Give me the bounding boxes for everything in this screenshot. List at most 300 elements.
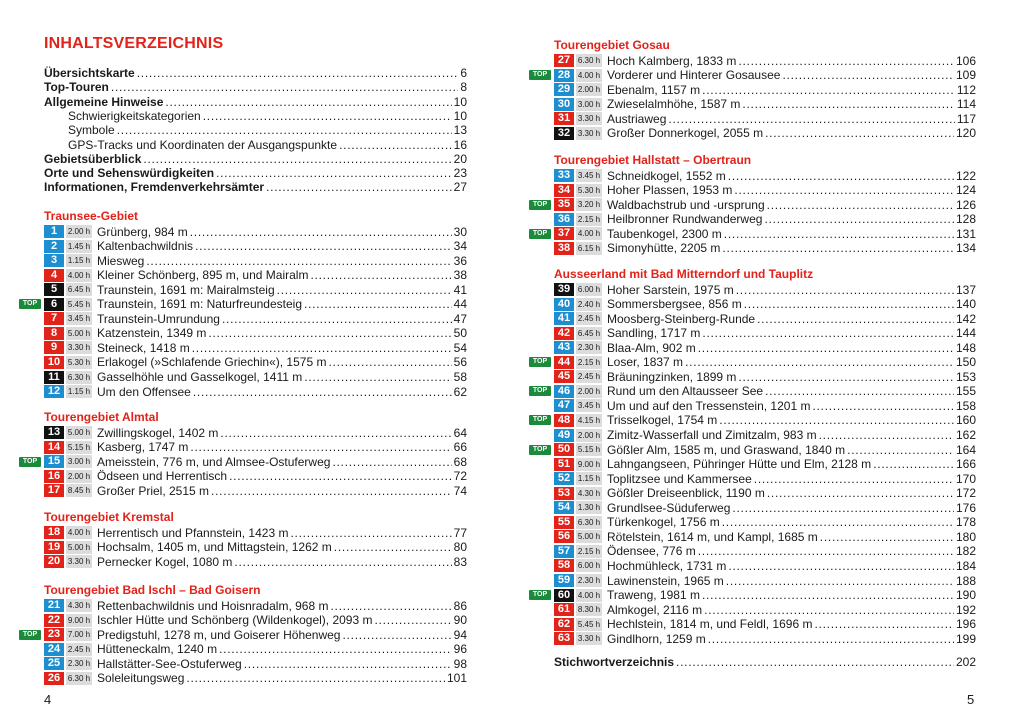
tour-number-badge: 4 — [44, 269, 64, 282]
leader-dots — [165, 95, 451, 109]
tour-number-badge: 52 — [554, 472, 574, 485]
tour-entry[interactable] — [44, 540, 467, 554]
section-heading: Tourengebiet Gosau — [554, 38, 670, 52]
toc-entry-label: Allgemeine Hinweise — [44, 94, 164, 109]
tour-name: Taubenkogel, 2300 m — [607, 226, 722, 241]
tour-name: Vorderer und Hinterer Gosausee — [607, 68, 781, 83]
tour-name: Heilbronner Rundwanderweg — [607, 212, 763, 227]
toc-entry-page: 10 — [453, 94, 467, 109]
leader-dots — [702, 326, 954, 340]
tour-duration: 2.30 h — [577, 343, 601, 353]
section-heading: Tourengebiet Bad Ischl – Bad Goisern — [44, 583, 261, 597]
top-tour-badge: TOP — [19, 630, 41, 640]
leader-dots — [744, 297, 954, 311]
tour-entry[interactable] — [532, 226, 976, 241]
tour-number-badge: 5 — [44, 283, 64, 296]
tour-page: 176 — [955, 500, 976, 515]
tour-entry[interactable] — [554, 617, 976, 631]
tour-name: Lawinenstein, 1965 m — [607, 573, 724, 588]
leader-dots — [732, 501, 954, 515]
tour-duration: 6.00 h — [577, 285, 601, 294]
tour-name: Hoher Plassen, 1953 m — [607, 183, 733, 198]
leader-dots — [820, 530, 954, 544]
toc-entry[interactable] — [68, 138, 467, 152]
tour-page: 72 — [453, 469, 467, 484]
tour-page: 170 — [955, 471, 976, 486]
tour-name: Bräuningzinken, 1899 m — [607, 369, 737, 384]
tour-page: 83 — [453, 554, 467, 569]
tour-entry[interactable] — [44, 355, 467, 369]
tour-page: 50 — [453, 326, 467, 341]
tour-entry[interactable] — [554, 515, 976, 529]
tour-name: Waldbachstrub und -ursprung — [607, 197, 765, 212]
tour-name: Almkogel, 2116 m — [607, 602, 703, 617]
leader-dots — [332, 455, 451, 469]
tour-number-badge: 30 — [554, 98, 574, 111]
tour-duration: 1.30 h — [577, 503, 601, 513]
tour-duration: 3.30 h — [67, 557, 91, 567]
leader-dots — [698, 341, 954, 355]
tour-page: 164 — [955, 442, 976, 457]
tour-number-badge: 9 — [44, 341, 64, 354]
toc-entry-label: Übersichtskarte — [44, 66, 135, 80]
index-entry[interactable] — [554, 655, 976, 669]
tour-entry[interactable] — [554, 169, 976, 183]
tour-entry[interactable] — [554, 370, 976, 384]
tour-name: Hoher Sarstein, 1975 m — [607, 282, 734, 297]
tour-page: 180 — [955, 529, 976, 544]
tour-page: 166 — [955, 457, 976, 472]
tour-entry[interactable] — [554, 559, 976, 573]
tour-entry[interactable] — [532, 442, 976, 457]
leader-dots — [738, 54, 954, 68]
tour-entry[interactable] — [532, 355, 976, 370]
section-heading: Tourengebiet Kremstal — [44, 510, 174, 524]
toc-entry-page: 6 — [460, 66, 467, 80]
tour-duration: 6.30 h — [577, 517, 601, 527]
tour-number-badge: 18 — [44, 526, 64, 539]
leader-dots — [244, 657, 452, 671]
tour-number-badge: 16 — [44, 470, 64, 483]
toc-entry-page: 16 — [453, 137, 467, 152]
tour-name: Hochmühleck, 1731 m — [607, 558, 727, 573]
tour-name: Traunstein, 1691 m: Naturfreundesteig — [97, 297, 303, 312]
tour-number-badge: 15 — [44, 455, 64, 468]
tour-duration: 4.00 h — [67, 528, 91, 537]
tour-number-badge: 27 — [554, 54, 574, 67]
leader-dots — [234, 555, 451, 569]
tour-entry[interactable] — [554, 341, 976, 355]
tour-duration: 3.00 h — [67, 457, 91, 467]
toc-entry[interactable] — [68, 123, 467, 137]
tour-entry[interactable] — [532, 384, 976, 399]
tour-page: 122 — [955, 168, 976, 183]
toc-entry[interactable] — [44, 95, 467, 109]
tour-entry[interactable] — [44, 526, 467, 540]
tour-name: Hechlstein, 1814 m, und Feldl, 1696 m — [607, 617, 813, 632]
tour-duration: 3.30 h — [577, 114, 601, 124]
tour-number-badge: 2 — [44, 240, 64, 253]
tour-entry[interactable] — [554, 326, 976, 340]
leader-dots — [668, 112, 954, 126]
tour-page: 77 — [453, 525, 467, 540]
leader-dots — [330, 599, 451, 613]
tour-entry[interactable] — [44, 599, 467, 613]
leader-dots — [708, 632, 954, 646]
tour-number-badge: 32 — [554, 127, 574, 140]
tour-entry[interactable] — [44, 642, 467, 656]
tour-number-badge: 23 — [44, 628, 64, 641]
tour-number-badge: 14 — [44, 441, 64, 454]
tour-duration: 3.45 h — [577, 171, 601, 180]
tour-entry[interactable] — [44, 671, 467, 685]
tour-page: 41 — [453, 282, 467, 297]
tour-entry[interactable] — [532, 68, 976, 83]
tour-number-badge: 40 — [554, 298, 574, 311]
tour-entry[interactable] — [554, 472, 976, 486]
tour-entry[interactable] — [44, 239, 467, 253]
leader-dots — [137, 66, 459, 80]
leader-dots — [704, 603, 954, 617]
tour-page: 131 — [955, 226, 976, 241]
tour-entry[interactable] — [554, 97, 976, 111]
leader-dots — [742, 97, 954, 111]
tour-entry[interactable] — [44, 312, 467, 326]
leader-dots — [277, 283, 452, 297]
leader-dots — [190, 440, 451, 454]
leader-dots — [764, 212, 954, 226]
tour-page: 74 — [453, 483, 467, 498]
tour-duration: 7.00 h — [67, 630, 91, 640]
tour-duration: 2.30 h — [577, 576, 601, 585]
tour-entry[interactable] — [44, 657, 467, 671]
tour-duration: 9.00 h — [67, 615, 91, 625]
tour-entry[interactable] — [554, 632, 976, 646]
tour-duration: 2.45 h — [67, 644, 91, 654]
tour-name: Sommersbergsee, 856 m — [607, 297, 742, 312]
tour-duration: 1.15 h — [67, 387, 91, 397]
tour-page: 98 — [453, 656, 467, 671]
toc-entry-label: GPS-Tracks und Koordinaten der Ausgangspunkte — [68, 137, 338, 152]
tour-page: 80 — [453, 540, 467, 555]
tour-entry[interactable] — [554, 486, 976, 500]
tour-duration: 9.00 h — [577, 459, 601, 469]
tour-duration: 5.30 h — [577, 185, 601, 195]
leader-dots — [847, 443, 954, 457]
tour-name: Trisselkogel, 1754 m — [607, 413, 718, 428]
toc-entry[interactable] — [44, 180, 467, 194]
tour-number-badge: 13 — [44, 426, 64, 439]
leader-dots — [782, 68, 954, 82]
leader-dots — [190, 225, 452, 239]
tour-page: 90 — [453, 613, 467, 628]
tour-entry[interactable] — [22, 454, 467, 469]
tour-name: Pernecker Kogel, 1080 m — [97, 554, 233, 569]
tour-name: Austriaweg — [607, 111, 667, 126]
tour-entry[interactable] — [554, 212, 976, 226]
tour-number-badge: 63 — [554, 632, 574, 645]
tour-page: 66 — [453, 440, 467, 455]
tour-entry[interactable] — [44, 385, 467, 399]
top-tour-badge: TOP — [529, 386, 551, 396]
tour-number-badge: 45 — [554, 370, 574, 383]
toc-entry[interactable] — [68, 109, 467, 123]
tour-name: Hütteneckalm, 1240 m — [97, 642, 218, 657]
tour-entry[interactable] — [554, 428, 976, 442]
leader-dots — [873, 457, 954, 471]
tour-number-badge: 26 — [44, 672, 64, 685]
tour-duration: 4.00 h — [577, 229, 601, 239]
toc-entry-label: Symbole — [68, 123, 115, 138]
tour-entry[interactable] — [44, 440, 467, 454]
tour-page: 47 — [453, 311, 467, 326]
tour-duration: 6.30 h — [577, 56, 601, 65]
tour-name: Um den Offensee — [97, 384, 191, 399]
tour-entry[interactable] — [532, 197, 976, 212]
tour-number-badge: 6 — [44, 298, 64, 311]
tour-number-badge: 59 — [554, 574, 574, 587]
tour-entry[interactable] — [554, 54, 976, 68]
tour-entry[interactable] — [554, 297, 976, 311]
leader-dots — [339, 138, 452, 152]
tour-name: Lahngangseen, Pühringer Hütte und Elm, 2128 m — [607, 457, 872, 472]
tour-page: 153 — [955, 369, 976, 384]
tour-name: Hallstätter-See-Ostuferweg — [97, 656, 242, 671]
tour-entry[interactable] — [554, 457, 976, 471]
tour-duration: 8.30 h — [577, 605, 601, 615]
tour-name: Gößler Dreiseenblick, 1190 m — [607, 486, 765, 501]
tour-entry[interactable] — [554, 574, 976, 588]
tour-number-badge: 50 — [554, 443, 574, 456]
tour-number-badge: 22 — [44, 614, 64, 627]
tour-entry[interactable] — [44, 254, 467, 268]
tour-number-badge: 56 — [554, 530, 574, 543]
leader-dots — [676, 655, 954, 669]
toc-entry[interactable] — [44, 166, 467, 180]
tour-name: Loser, 1837 m — [607, 355, 684, 370]
tour-entry[interactable] — [554, 112, 976, 126]
tour-page: 30 — [453, 224, 467, 239]
tour-number-badge: 57 — [554, 545, 574, 558]
leader-dots — [754, 472, 954, 486]
leader-dots — [328, 355, 451, 369]
tour-duration: 4.00 h — [577, 590, 601, 600]
tour-number-badge: 49 — [554, 429, 574, 442]
top-tour-badge: TOP — [529, 445, 551, 455]
tour-page: 178 — [955, 515, 976, 530]
tour-entry[interactable] — [22, 627, 467, 642]
tour-name: Grünberg, 984 m — [97, 224, 188, 239]
tour-page: 114 — [956, 97, 976, 112]
leader-dots — [211, 484, 452, 498]
tour-name: Um und auf den Tressenstein, 1201 m — [607, 398, 811, 413]
tour-duration: 4.00 h — [577, 70, 601, 80]
tour-entry[interactable] — [554, 183, 976, 197]
tour-page: 158 — [955, 398, 976, 413]
leader-dots — [334, 540, 452, 554]
tour-page: 101 — [446, 671, 467, 686]
top-tour-badge: TOP — [529, 357, 551, 367]
leader-dots — [310, 268, 451, 282]
leader-dots — [192, 341, 452, 355]
tour-number-badge: 36 — [554, 213, 574, 226]
leader-dots — [767, 198, 954, 212]
tour-page: 86 — [453, 598, 467, 613]
tour-entry[interactable] — [44, 555, 467, 569]
leader-dots — [304, 297, 452, 311]
top-tour-badge: TOP — [529, 229, 551, 239]
tour-number-badge: 7 — [44, 312, 64, 325]
leader-dots — [812, 399, 954, 413]
index-label: Stichwortverzeichnis — [554, 655, 675, 669]
leader-dots — [146, 254, 451, 268]
leader-dots — [222, 312, 452, 326]
toc-entry-label: Schwierigkeitskategorien — [68, 108, 201, 123]
toc-entry-page: 8 — [460, 80, 467, 95]
tour-page: 109 — [955, 68, 976, 83]
tour-page: 199 — [955, 631, 976, 646]
leader-dots — [216, 166, 452, 180]
tour-name: Blaa-Alm, 902 m — [607, 340, 696, 355]
tour-page: 112 — [956, 82, 976, 97]
tour-number-badge: 24 — [44, 643, 64, 656]
tour-number-badge: 51 — [554, 458, 574, 471]
tour-duration: 5.00 h — [67, 328, 91, 338]
toc-entry[interactable] — [44, 66, 467, 80]
tour-name: Steineck, 1418 m — [97, 340, 190, 355]
toc-entry[interactable] — [44, 152, 467, 166]
tour-entry[interactable] — [554, 241, 976, 255]
leader-dots — [702, 83, 955, 97]
toc-entry-label: Top-Touren — [44, 80, 109, 95]
top-tour-badge: TOP — [529, 415, 551, 425]
leader-dots — [195, 239, 452, 253]
tour-entry[interactable] — [554, 126, 976, 140]
toc-entry-label: Informationen, Fremdenverkehrsämter — [44, 180, 265, 195]
toc-entry[interactable] — [44, 80, 467, 94]
tour-page: 162 — [955, 428, 976, 442]
tour-entry[interactable] — [44, 225, 467, 239]
tour-entry[interactable] — [44, 283, 467, 297]
leader-dots — [229, 469, 452, 483]
leader-dots — [765, 384, 954, 398]
tour-duration: 3.45 h — [577, 401, 601, 411]
tour-duration: 6.30 h — [67, 673, 91, 683]
tour-duration: 5.30 h — [67, 357, 91, 367]
toc-entry-page: 27 — [453, 180, 467, 195]
page-number-right: 5 — [967, 692, 975, 707]
tour-number-badge: 31 — [554, 112, 574, 125]
tour-page: 172 — [955, 486, 976, 501]
tour-entry[interactable] — [554, 603, 976, 617]
tour-name: Miesweg — [97, 253, 145, 268]
tour-number-badge: 42 — [554, 327, 574, 340]
tour-page: 96 — [453, 642, 467, 657]
tour-entry[interactable] — [44, 613, 467, 627]
top-tour-badge: TOP — [19, 299, 41, 309]
tour-name: Erlakogel (»Schlafende Griechin«), 1575 m — [97, 355, 327, 370]
tour-name: Traweng, 1981 m — [607, 588, 700, 603]
toc-entry-page: 23 — [453, 166, 467, 181]
tour-entry[interactable] — [554, 530, 976, 544]
tour-duration: 3.45 h — [67, 314, 91, 324]
tour-page: 134 — [955, 241, 976, 256]
tour-number-badge: 55 — [554, 516, 574, 529]
tour-duration: 2.00 h — [67, 471, 91, 481]
leader-dots — [767, 486, 954, 500]
tour-entry[interactable] — [44, 426, 467, 440]
tour-number-badge: 1 — [44, 225, 64, 238]
tour-number-badge: 60 — [554, 589, 574, 602]
tour-entry[interactable] — [44, 326, 467, 340]
tour-number-badge: 46 — [554, 385, 574, 398]
tour-page: 137 — [955, 282, 976, 297]
tour-name: Kasberg, 1747 m — [97, 440, 189, 455]
tour-page: 54 — [453, 340, 467, 355]
tour-page: 44 — [453, 297, 467, 312]
tour-entry[interactable] — [532, 588, 976, 603]
tour-duration: 2.45 h — [577, 314, 601, 324]
tour-number-badge: 34 — [554, 184, 574, 197]
tour-name: Grundlsee-Süduferweg — [607, 500, 731, 515]
tour-entry[interactable] — [44, 370, 467, 384]
tour-entry[interactable] — [554, 83, 976, 97]
tour-number-badge: 28 — [554, 69, 574, 82]
leader-dots — [266, 180, 452, 194]
tour-name: Hoch Kalmberg, 1833 m — [607, 53, 737, 68]
tour-entry[interactable] — [554, 283, 976, 297]
tour-entry[interactable] — [554, 312, 976, 326]
tour-duration: 5.15 h — [67, 442, 91, 452]
tour-number-badge: 35 — [554, 198, 574, 211]
tour-page: 144 — [955, 326, 976, 341]
tour-entry[interactable] — [44, 469, 467, 483]
tour-duration: 2.15 h — [577, 214, 601, 224]
toc-entry-page: 13 — [453, 123, 467, 138]
tour-entry[interactable] — [44, 341, 467, 355]
leader-dots — [738, 370, 954, 384]
tour-number-badge: 47 — [554, 399, 574, 412]
tour-number-badge: 41 — [554, 312, 574, 325]
tour-entry[interactable] — [554, 399, 976, 413]
leader-dots — [186, 671, 445, 685]
tour-number-badge: 29 — [554, 83, 574, 96]
tour-entry[interactable] — [44, 268, 467, 282]
tour-page: 38 — [453, 268, 467, 283]
tour-name: Türkenkogel, 1756 m — [607, 515, 720, 530]
tour-page: 106 — [955, 53, 976, 68]
tour-name: Ebenalm, 1157 m — [607, 82, 701, 97]
tour-number-badge: 54 — [554, 501, 574, 514]
tour-number-badge: 43 — [554, 341, 574, 354]
tour-name: Herrentisch und Pfannstein, 1423 m — [97, 525, 289, 540]
leader-dots — [814, 617, 954, 631]
tour-entry[interactable] — [554, 501, 976, 515]
tour-entry[interactable] — [554, 544, 976, 558]
tour-duration: 5.00 h — [577, 532, 601, 542]
tour-entry[interactable] — [22, 297, 467, 312]
tour-name: Ischler Hütte und Schönberg (Wildenkogel), 2093 m — [97, 613, 373, 628]
tour-page: 117 — [956, 111, 976, 126]
tour-entry[interactable] — [532, 413, 976, 428]
tour-duration: 3.20 h — [577, 200, 601, 210]
tour-name: Gößler Alm, 1585 m, und Graswand, 1840 m — [607, 442, 846, 457]
tour-page: 126 — [955, 197, 976, 212]
tour-entry[interactable] — [44, 484, 467, 498]
tour-name: Großer Donnerkogel, 2055 m — [607, 126, 764, 141]
tour-duration: 2.00 h — [67, 227, 91, 236]
leader-dots — [736, 283, 954, 297]
